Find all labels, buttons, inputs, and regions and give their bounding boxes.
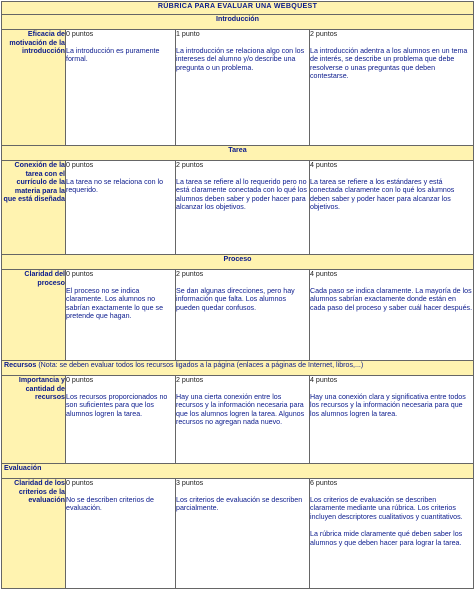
criterion-row (2, 161, 474, 255)
criterion-label: Claridad de los criterios de la evaluación (2, 479, 66, 589)
level-description: No se describen criterios de evaluación. (66, 495, 154, 513)
rubric-title: RÚBRICA PARA EVALUAR UNA WEBQUEST (2, 2, 474, 15)
criterion-row (2, 30, 474, 146)
level-points: 0 puntos (66, 30, 94, 38)
level-points: 4 puntos (310, 270, 338, 278)
criterion-label: Conexión de la tarea con el currículo de la materia para la que está diseñada (2, 161, 66, 255)
level-cell (310, 161, 474, 255)
level-cell (310, 479, 474, 589)
section-heading-row (2, 146, 474, 161)
level-description: La introducción es puramente formal. (66, 46, 160, 64)
level-description: Hay una conexión clara y significativa entre todos los recursos y la información necesaria para que los alumnos logren la tarea. (310, 392, 466, 418)
level-cell (310, 30, 474, 146)
section-heading-label: Recursos (4, 361, 37, 369)
rubric-table (1, 1, 474, 589)
level-cell (176, 30, 310, 146)
level-cell (310, 270, 474, 361)
criterion-label: Eficacia de motivación de la introducción (2, 30, 66, 146)
level-points: 2 puntos (176, 270, 204, 278)
level-description: La introducción se relaciona algo con los intereses del alumno y/o describe una pregunta o un problema. (176, 46, 305, 72)
level-description: La tarea no se relaciona con lo requerido. (66, 177, 164, 195)
level-points: 3 puntos (176, 479, 204, 487)
level-cell (66, 30, 176, 146)
level-description: La introducción adentra a los alumnos en un tema de interés, se describe un problema que debe resolverse o unas preguntas que deben contestarse. (310, 46, 468, 81)
level-description: Los criterios de evaluación se describen parcialmente. (176, 495, 303, 513)
level-points: 0 puntos (66, 161, 94, 169)
level-description-extra: La rúbrica mide claramente qué deben saber los alumnos y que deben hacer para lograr la tarea. (310, 530, 463, 547)
criterion-row (2, 479, 474, 589)
section-heading-row (2, 464, 474, 479)
level-points: 6 puntos (310, 479, 338, 487)
section-note: (Nota: se deben evaluar todos los recursos ligados a la página (enlaces a páginas de Internet, libros,...) (36, 361, 364, 369)
level-description: Los recursos proporcionados no son suficientes para que los alumnos logren la tarea. (66, 392, 168, 418)
section-heading-recursos (2, 361, 474, 376)
level-cell (176, 479, 310, 589)
criterion-row (2, 376, 474, 464)
level-description: Cada paso se indica claramente. La mayoría de los alumnos sabrían exactamente donde están en cada paso del proceso y saber cuál hacer después. (310, 286, 473, 312)
section-heading-introduccion: Introducción (2, 15, 474, 30)
rubric-title-row (2, 2, 474, 15)
level-cell (66, 479, 176, 589)
level-points: 2 puntos (176, 376, 204, 384)
section-heading-row (2, 361, 474, 376)
level-points: 0 puntos (66, 376, 94, 384)
level-description: Los criterios de evaluación se describen claramente mediante una rúbrica. Los criterios incluyen descriptores cualitativos y cuantitativos. (310, 495, 463, 521)
rubric-page (1, 1, 473, 564)
level-description: La tarea se refiere a los estándares y está conectada claramente con lo qué los alumnos deben saber y poder hacer para alcanzar los objetivos. (310, 177, 455, 212)
level-points: 4 puntos (310, 376, 338, 384)
section-heading-tarea: Tarea (2, 146, 474, 161)
level-cell (310, 376, 474, 464)
level-cell (176, 161, 310, 255)
section-heading-proceso: Proceso (2, 255, 474, 270)
criterion-row (2, 270, 474, 361)
level-cell (176, 376, 310, 464)
level-description: La tarea se refiere al lo requerido pero no está claramente conectada con lo qué los alumnos deben saber y poder hacer para alcanzar los objetivos. (176, 177, 307, 212)
level-cell (66, 376, 176, 464)
level-description: El proceso no se indica claramente. Los alumnos no sabrían exactamente lo que se pretende que hagan. (66, 286, 164, 321)
level-points: 2 puntos (176, 161, 204, 169)
level-points: 0 puntos (66, 479, 94, 487)
level-points: 4 puntos (310, 161, 338, 169)
criterion-label: Claridad del proceso (2, 270, 66, 361)
section-heading-row (2, 15, 474, 30)
section-heading-row (2, 255, 474, 270)
level-points: 2 puntos (310, 30, 338, 38)
level-cell (66, 161, 176, 255)
level-cell (176, 270, 310, 361)
criterion-label: Importancia y cantidad de recursos (2, 376, 66, 464)
level-cell (66, 270, 176, 361)
level-description: Hay una cierta conexión entre los recursos y la información necesaria para que los alumnos logren la tarea. Algunos recursos no agregan nada nuevo. (176, 392, 305, 427)
level-description: Se dan algunas direcciones, pero hay información que falta. Los alumnos pueden quedar confusos. (176, 286, 295, 312)
section-heading-evaluacion: Evaluación (2, 464, 474, 479)
level-points: 0 puntos (66, 270, 94, 278)
level-points: 1 punto (176, 30, 200, 38)
